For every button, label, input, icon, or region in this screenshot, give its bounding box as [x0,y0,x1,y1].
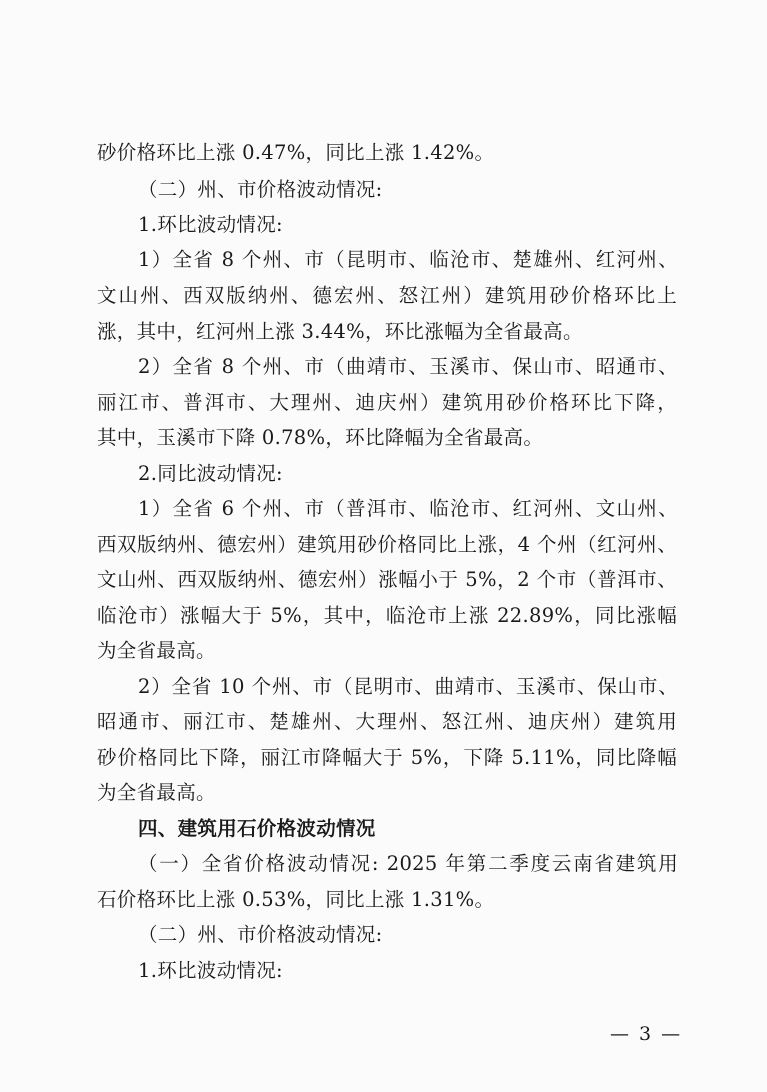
paragraph-line: 文山州、西双版纳州、德宏州）涨幅小于 5%，2 个市（普洱市、 [97,568,677,591]
paragraph-line: （一）全省价格波动情况: 2025 年第二季度云南省建筑用 [138,852,678,875]
paragraph-line: 1）全省 6 个州、市（普洱市、临沧市、红河州、文山州、 [138,497,678,520]
paragraph-line: 昭通市、丽江市、楚雄州、大理州、怒江州、迪庆州）建筑用 [97,710,677,733]
paragraph-line: 丽江市、普洱市、大理州、迪庆州）建筑用砂价格环比下降， [97,391,677,414]
paragraph-line: 1）全省 8 个州、市（昆明市、临沧市、楚雄州、红河州、 [138,248,678,271]
section-heading: （二）州、市价格波动情况: [138,923,383,946]
chapter-heading: 四、建筑用石价格波动情况 [138,817,376,840]
paragraph-line: 砂价格同比下降，丽江市降幅大于 5%，下降 5.11%，同比降幅 [97,746,677,769]
paragraph-line: 文山州、西双版纳州、德宏州、怒江州）建筑用砂价格环比上 [97,284,677,307]
page-number: — 3 — [610,1023,683,1045]
paragraph-line: 为全省最高。 [97,781,216,804]
subsection-heading: 1.环比波动情况: [138,213,283,236]
paragraph-line: 砂价格环比上涨 0.47%，同比上涨 1.42%。 [97,141,495,164]
paragraph-line: 2）全省 10 个州、市（昆明市、曲靖市、玉溪市、保山市、 [138,675,678,698]
section-heading: （二）州、市价格波动情况: [138,178,383,201]
subsection-heading: 2.同比波动情况: [138,462,283,485]
subsection-heading: 1.环比波动情况: [138,959,283,982]
paragraph-line: 石价格环比上涨 0.53%，同比上涨 1.31%。 [97,888,495,911]
paragraph-line: 其中，玉溪市下降 0.78%，环比降幅为全省最高。 [97,426,544,449]
paragraph-line: 临沧市）涨幅大于 5%，其中，临沧市上涨 22.89%，同比涨幅 [97,604,677,627]
paragraph-line: 西双版纳州、德宏州）建筑用砂价格同比上涨，4 个州（红河州、 [97,533,677,556]
paragraph-line: 为全省最高。 [97,639,216,662]
paragraph-line: 2）全省 8 个州、市（曲靖市、玉溪市、保山市、昭通市、 [138,355,678,378]
paragraph-line: 涨，其中，红河州上涨 3.44%，环比涨幅为全省最高。 [97,320,583,343]
